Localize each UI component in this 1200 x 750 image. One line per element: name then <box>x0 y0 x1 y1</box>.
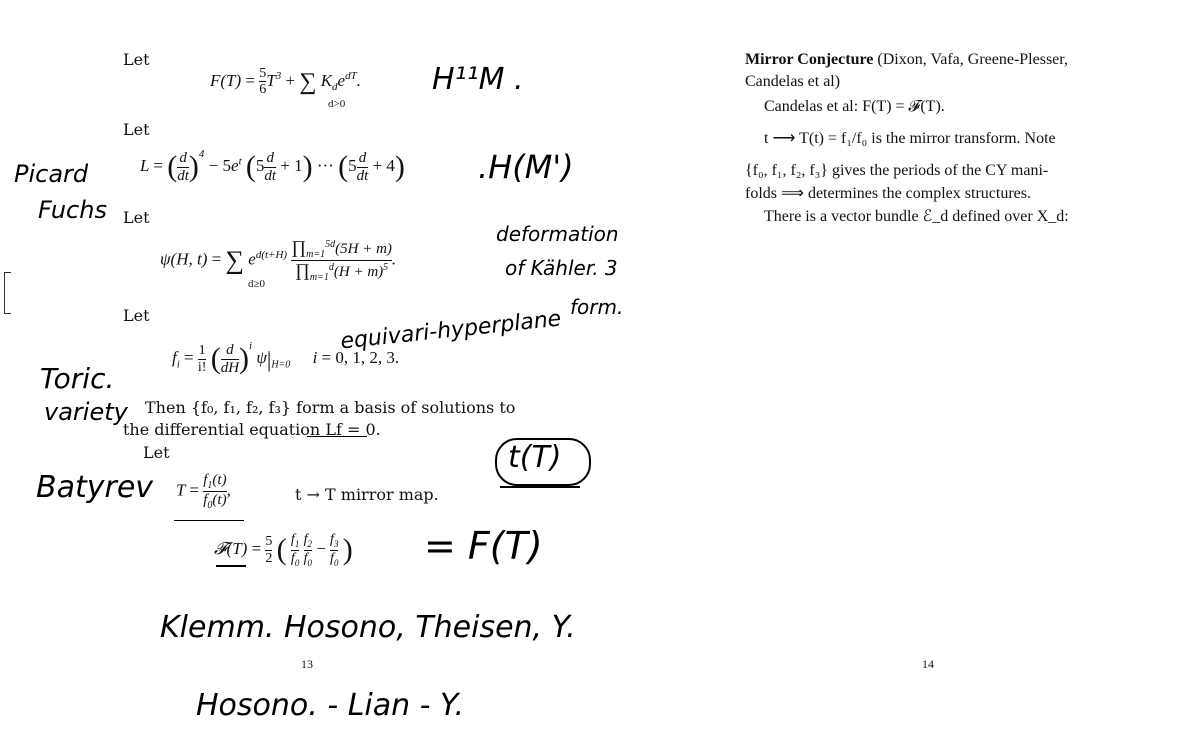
right-line-2: Candelas et al) <box>745 73 841 90</box>
handwritten-picard: Picard <box>14 160 89 188</box>
equation-f: $f_i$ = $\frac{1}{i!}$ ( $\frac{d}{dH}$ )$^i$ $\psi|_{H=0}$ i = 0, 1, 2, 3. <box>172 340 400 376</box>
page-number-13: 13 <box>301 657 313 671</box>
right-line-7: There is a vector bundle ℰ_d defined over X_d: <box>764 208 1069 225</box>
ink-underline-calF <box>216 565 246 567</box>
handwritten-variety: variety <box>44 398 128 426</box>
handwritten-equivariant: equivari-hyperplane <box>339 306 563 355</box>
right-line-4: t ⟶ T(t) = f₁/f₀ is the mirror transform. Note <box>764 130 1056 147</box>
handwritten-equals-F: = F(T) <box>424 524 543 568</box>
right-line-3: Candelas et al: F(T) = 𝓕(T). <box>764 98 945 115</box>
let-label-2: Let <box>123 120 150 139</box>
equation-F: F(T) = $\frac{5}{6}$ $T^3$ + ∑ $K_de^{dT}$. d>0 <box>210 66 361 110</box>
handwritten-authors-2: Hosono. - Lian - Y. <box>196 688 465 723</box>
underline-mark <box>500 486 580 488</box>
let-label-5: Let <box>143 443 170 462</box>
handwritten-t-of-T: t(T) <box>508 440 562 475</box>
scan-mark <box>4 272 11 314</box>
right-page <box>600 0 1200 750</box>
equation-L: L = ( $\frac{d}{dt}$ )$^4 - 5e^t$ (5 $\frac{d}{dt}$ + 1) ··· (5 $\frac{d}{dt}$ + 4) <box>140 148 405 184</box>
right-line-5: {f₀, f₁, f₂, f₃} gives the periods of the CY mani- <box>745 162 1049 179</box>
handwritten-deformation-3: form. <box>570 295 624 319</box>
handwritten-fuchs: Fuchs <box>38 196 107 224</box>
let-label-4: Let <box>123 306 150 325</box>
ink-underline-Lf <box>307 436 367 437</box>
let-label-3: Let <box>123 208 150 227</box>
equation-T: T = $\frac{f_1(t)}{f_0(t)}$ , <box>176 472 231 511</box>
let-label-1: Let <box>123 50 150 69</box>
handwritten-batyrev: Batyrev <box>36 470 154 505</box>
equation-calF: 𝓕(T) = $\frac{5}{2}$ ( $\frac{f_1}{f_0}$ $\frac{f_2}{f_0}$ − $\frac{f_3}{f_0}$ ) <box>214 532 353 568</box>
mirror-map-label: t → T mirror map. <box>295 485 439 504</box>
handwritten-h11m: H¹¹M . <box>432 62 524 97</box>
handwritten-deformation: deformation <box>496 222 619 246</box>
right-line-6: folds ⟹ determines the complex structures. <box>745 185 1031 202</box>
mirror-heading-line <box>745 49 1068 71</box>
ink-underline-T <box>174 520 244 521</box>
handwritten-authors-1: Klemm. Hosono, Theisen, Y. <box>160 610 576 645</box>
handwritten-h11m-prime: .H(M') <box>478 148 574 186</box>
handwritten-toric: Toric. <box>40 362 115 395</box>
mirror-heading: Mirror Conjecture <box>745 51 874 68</box>
equation-psi: ψ(H, t) = ∑ $e^{d(t+H)}$ $\frac{\prod_{m=1}^{5d}(5H + m)}{\prod_{m=1}^d(H + m)^5}$ . d≥0 <box>160 237 397 290</box>
handwritten-deformation-2: of Kähler. 3 <box>505 256 618 280</box>
page-number-14: 14 <box>922 657 934 671</box>
then-line-2: the differential equation Lf = 0. <box>123 420 381 439</box>
mirror-heading-rest: (Dixon, Vafa, Greene-Plesser, <box>877 51 1068 68</box>
then-line-1: Then {f₀, f₁, f₂, f₃} form a basis of solutions to <box>145 398 516 417</box>
